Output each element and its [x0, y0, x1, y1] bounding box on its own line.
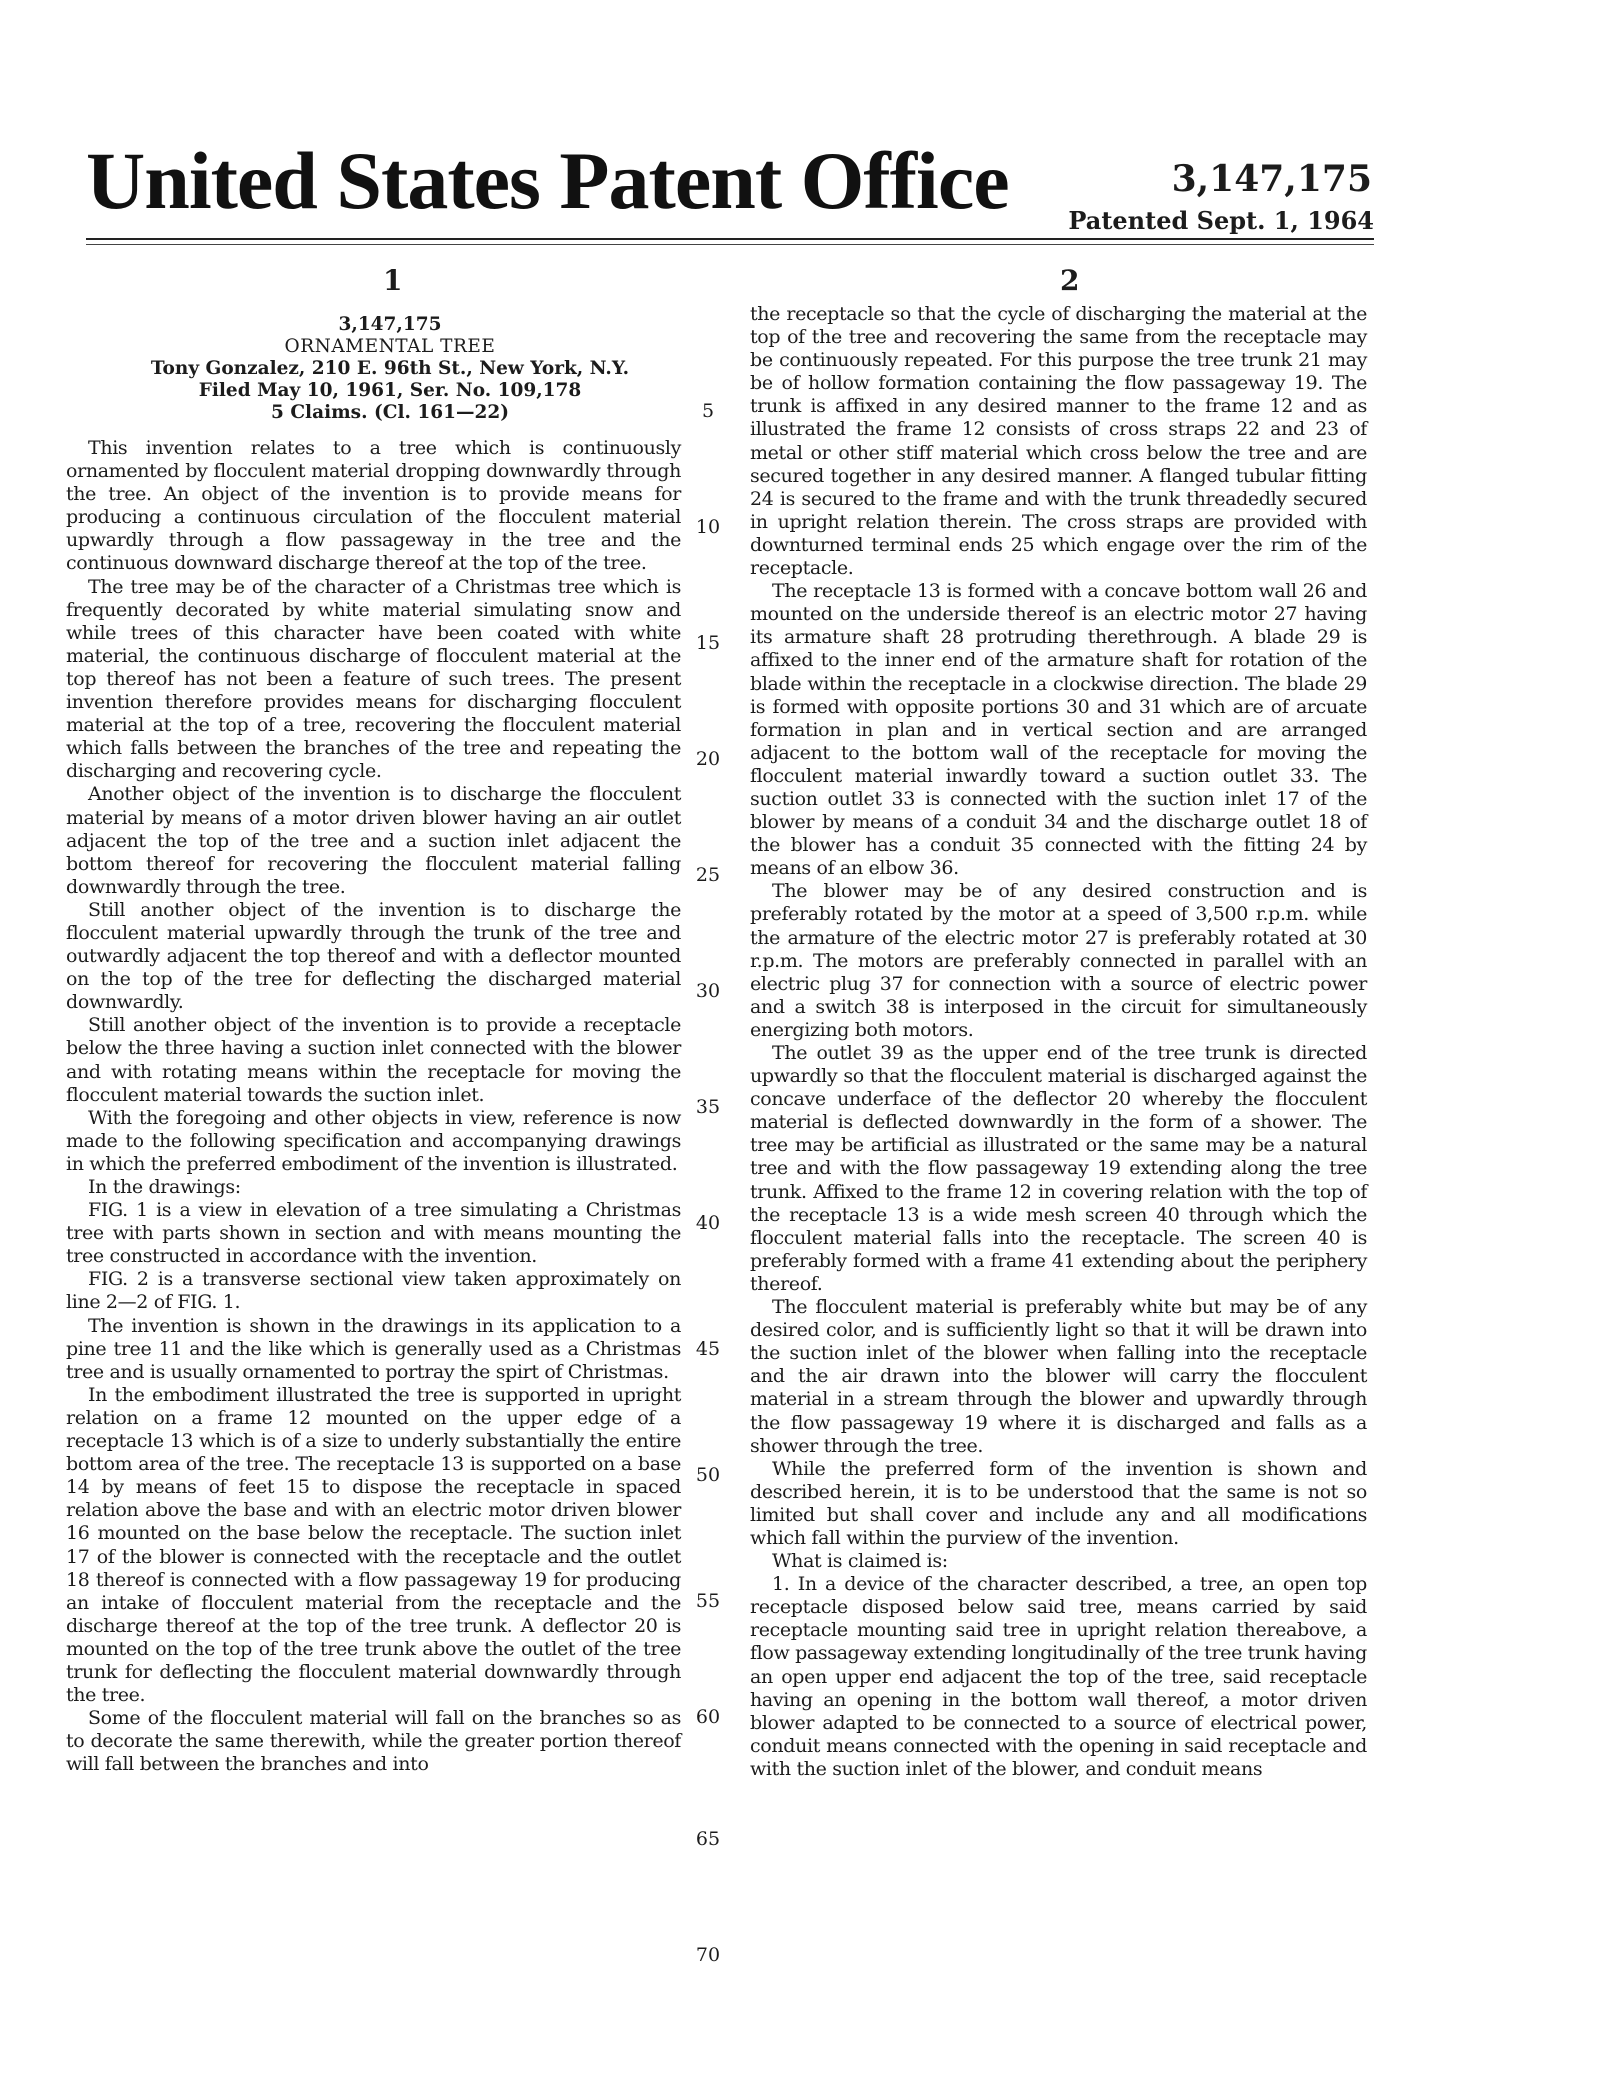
claims-line: 5 Claims. (Cl. 161—22) [271, 402, 509, 423]
patent-number: 3,147,175 [1171, 158, 1372, 200]
paragraph: The invention is shown in the drawings in its application to a pine tree 11 and the like which is generally used as a Christmas tree and is usually ornamented to portray the spirt of Christmas. [66, 1314, 681, 1383]
line-number: 35 [695, 1096, 721, 1118]
paragraph: What is claimed is: [772, 1550, 948, 1573]
paragraph: The outlet 39 as the upper end of the tree trunk is directed upwardly so that the flocculent material is discharged against the concave underface of the deflector 20 whereby the flocculent material is deflected downwardly in the form of a shower. The tree may be artificial as illustrated or the same may be a natural tree and with the flow passageway 19 extending along the tree trunk. Affixed to the frame 12 in covering relation with the top of the receptacle 13 is a wide mesh screen 40 through which the flocculent material falls into the receptacle. The screen 40 is preferably formed with a frame 41 extending about the periphery thereof. [750, 1042, 1367, 1295]
line-number: 10 [695, 516, 721, 538]
left-column-text [66, 437, 681, 1776]
paragraph: FIG. 1 is a view in elevation of a tree simulating a Christmas tree with parts shown in section and with means mounting the tree constructed in accordance with the invention. [66, 1199, 681, 1268]
title-block [120, 314, 660, 424]
paragraph: With the foregoing and other objects in view, reference is now made to the following specification and accompanying drawings in which the preferred embodiment of the invention is illustrated. [66, 1106, 681, 1175]
paragraph: While the preferred form of the invention is shown and described herein, it is to be understood that the same is not so limited but shall cover and include any and all modifications which fall within the purview of the invention. [750, 1457, 1367, 1549]
line-number: 65 [695, 1828, 721, 1850]
right-column-text [750, 303, 1367, 1781]
patented-date: Patented Sept. 1, 1964 [1068, 206, 1374, 235]
line-number: 60 [695, 1706, 721, 1728]
line-number: 70 [695, 1944, 721, 1966]
paragraph: 1. In a device of the character described, a tree, an open top receptacle disposed below said tree, means carried by said receptacle mounting said tree in upright relation thereabove, a flow passageway extending longitudinally of the tree trunk having an open upper end adjacent the top of the tree, said receptacle having an opening in the bottom wall thereof, a motor driven blower adapted to be connected to a source of electrical power, conduit means connected with the opening in said receptacle and with the suction inlet of the blower, and conduit means [750, 1573, 1367, 1780]
paragraph: The receptacle 13 is formed with a concave bottom wall 26 and mounted on the underside thereof is an electric motor 27 having its armature shaft 28 protruding therethrough. A blade 29 is affixed to the inner end of the armature shaft for rotation of the blade within the receptacle in a clockwise direction. The blade 29 is formed with opposite portions 30 and 31 which are of arcuate formation in plan and in vertical section and are arranged adjacent to the bottom wall of the receptacle for moving the flocculent material inwardly toward a suction outlet 33. The suction outlet 33 is connected with the suction inlet 17 of the blower by means of a conduit 34 and the discharge outlet 18 of the blower has a conduit 35 connected with the fitting 24 by means of an elbow 36. [750, 580, 1367, 880]
line-number: 20 [695, 748, 721, 770]
header-rule-thin [86, 244, 1374, 245]
invention-title: ORNAMENTAL TREE [284, 336, 496, 357]
column-number-left: 1 [383, 264, 403, 297]
paragraph: This invention relates to a tree which is continuously ornamented by flocculent material dropping downwardly through the tree. An object of the invention is to provide means for producing a continuous circulation of the flocculent material upwardly through a flow passageway in the tree and the continuous downward discharge thereof at the top of the tree. [66, 437, 681, 575]
paragraph: The tree may be of the character of a Christmas tree which is frequently decorated by white material simulating snow and while trees of this character have been coated with white material, the continuous discharge of flocculent material at the top thereof has not been a feature of such trees. The present invention therefore provides means for discharging flocculent material at the top of a tree, recovering the flocculent material which falls between the branches of the tree and repeating the discharging and recovering cycle. [66, 575, 681, 783]
line-number: 50 [695, 1464, 721, 1486]
line-number: 30 [695, 980, 721, 1002]
paragraph: Some of the flocculent material will fall on the branches so as to decorate the same therewith, while the greater portion thereof will fall between the branches and into [66, 1707, 681, 1776]
paragraph: Still another object of the invention is to discharge the flocculent material upwardly through the trunk of the tree and outwardly adjacent the top thereof and with a deflector mounted on the top of the tree for deflecting the discharged material downwardly. [66, 898, 681, 1014]
line-number: 25 [695, 864, 721, 886]
inventor-line: Tony Gonzalez, 210 E. 96th St., New York, N.Y. [150, 358, 630, 379]
line-number: 40 [695, 1212, 721, 1234]
paragraph: the receptacle so that the cycle of discharging the material at the top of the tree and recovering the same from the receptacle may be continuously repeated. For this purpose the tree trunk 21 may be of hollow formation containing the flow passageway 19. The trunk is affixed in any desired manner to the frame 12 and as illustrated the frame 12 consists of cross straps 22 and 23 of metal or other stiff material which cross below the tree and are secured together in any desired manner. A flanged tubular fitting 24 is secured to the frame and with the trunk threadedly secured in upright relation therein. The cross straps are provided with downturned terminal ends 25 which engage over the rim of the receptacle. [750, 303, 1367, 580]
paragraph: Another object of the invention is to discharge the flocculent material by means of a motor driven blower having an air outlet adjacent the top of the tree and a suction inlet adjacent the bottom thereof for recovering the flocculent material falling downwardly through the tree. [66, 783, 681, 898]
line-number: 45 [695, 1338, 721, 1360]
office-title: United States Patent Office [86, 135, 1009, 226]
paragraph: The blower may be of any desired construction and is preferably rotated by the motor at a speed of 3,500 r.p.m. while the armature of the electric motor 27 is preferably rotated at 30 r.p.m. The motors are preferably connected in parallel with an electric plug 37 for connection with a source of electric power and a switch 38 is interposed in the circuit for simultaneously energizing both motors. [750, 880, 1367, 1041]
paragraph: The flocculent material is preferably white but may be of any desired color, and is sufficiently light so that it will be drawn into the suction inlet of the blower when falling into the receptacle and the air drawn into the blower will carry the flocculent material in a stream through the blower and upwardly through the flow passageway 19 where it is discharged and falls as a shower through the tree. [750, 1296, 1367, 1457]
paragraph: Still another object of the invention is to provide a receptacle below the three having a suction inlet connected with the blower and with rotating means within the receptacle for moving the flocculent material towards the suction inlet. [66, 1014, 681, 1106]
header-rule [86, 238, 1374, 240]
title-block-number: 3,147,175 [338, 314, 442, 335]
line-number: 5 [701, 400, 715, 422]
paragraph: In the embodiment illustrated the tree is supported in upright relation on a frame 12 mounted on the upper edge of a receptacle 13 which is of a size to underly substantially the entire bottom area of the tree. The receptacle 13 is supported on a base 14 by means of feet 15 to dispose the receptacle in spaced relation above the base and with an electric motor driven blower 16 mounted on the base below the receptacle. The suction inlet 17 of the blower is connected with the receptacle and the outlet 18 thereof is connected with a flow passageway 19 for producing an intake of flocculent material from the receptacle and the discharge thereof at the top of the tree trunk. A deflector 20 is mounted on the top of the tree trunk above the outlet of the tree trunk for deflecting the flocculent material downwardly through the tree. [66, 1383, 681, 1707]
paragraph: FIG. 2 is a transverse sectional view taken approximately on line 2—2 of FIG. 1. [66, 1268, 681, 1314]
paragraph: In the drawings: [88, 1176, 241, 1198]
line-number: 15 [695, 632, 721, 654]
line-number: 55 [695, 1590, 721, 1612]
column-number-right: 2 [1060, 264, 1080, 297]
filed-line: Filed May 10, 1961, Ser. No. 109,178 [198, 380, 582, 401]
